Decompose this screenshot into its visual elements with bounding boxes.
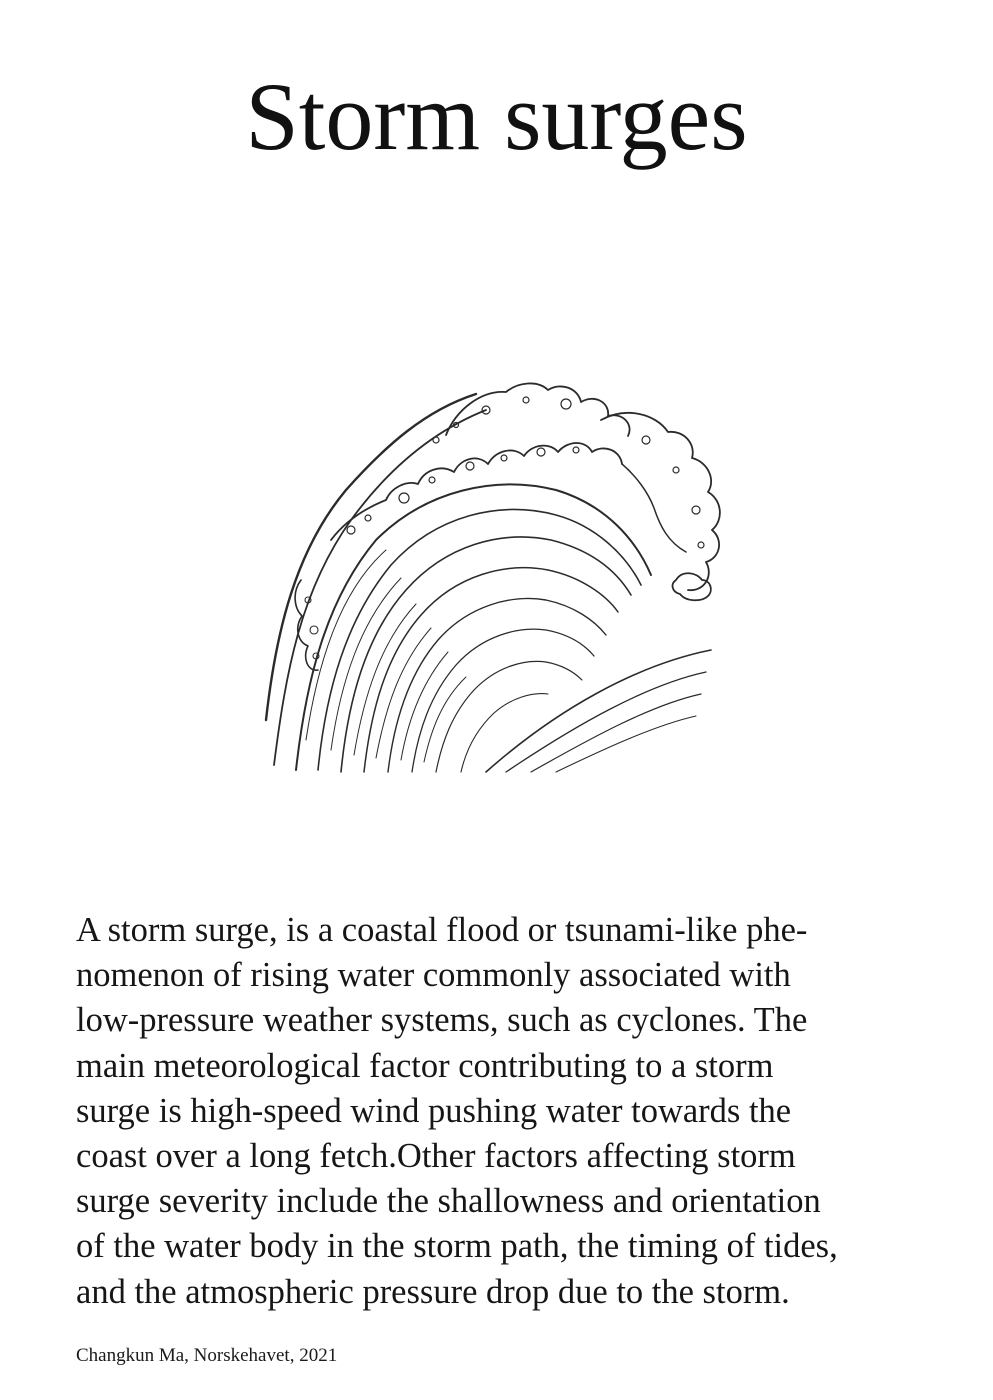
image-credit: Changkun Ma, Norskehavet, 2021 — [76, 1345, 338, 1366]
body-line: and the atmospheric pressure drop due to the storm. — [76, 1272, 790, 1311]
body-line: surge is high-speed wind pushing water towards the — [76, 1091, 792, 1130]
wave-illustration — [256, 380, 736, 780]
body-line: coast over a long fetch.Other factors affecting storm — [76, 1137, 796, 1176]
body-line: A storm surge, is a coastal flood or tsunami-like phe- — [76, 911, 808, 949]
body-line: nomenon of rising water commonly associated with — [76, 956, 791, 995]
breaking-wave-icon — [256, 380, 736, 780]
body-line: main meteorological factor contributing to a storm — [76, 1046, 774, 1085]
body-paragraph — [76, 908, 926, 1315]
body-line: of the water body in the storm path, the timing of tides, — [76, 1227, 838, 1266]
body-line: surge severity include the shallowness and orientation — [76, 1182, 821, 1221]
body-line: low-pressure weather systems, such as cyclones. The — [76, 1001, 808, 1040]
page-title: Storm surges — [245, 63, 748, 170]
